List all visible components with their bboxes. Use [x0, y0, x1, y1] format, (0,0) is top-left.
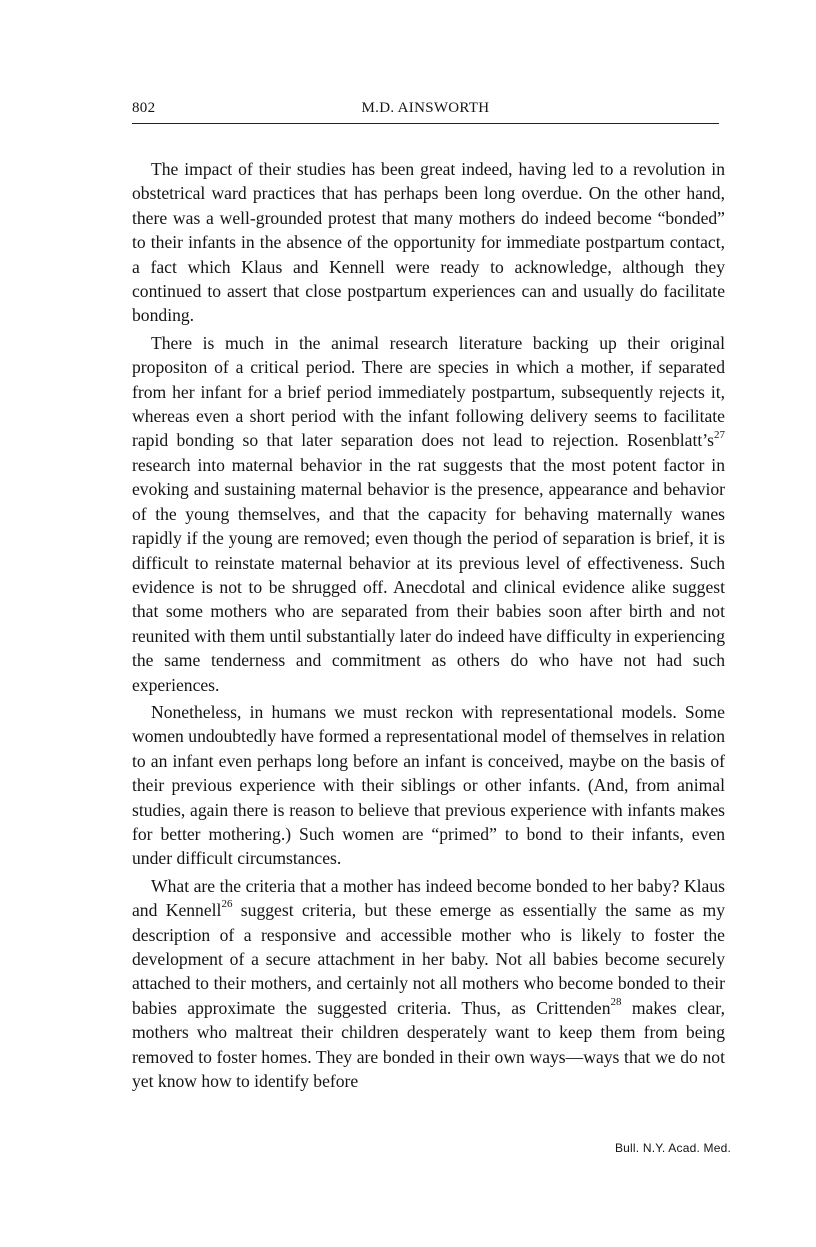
- citation-28: 28: [610, 995, 622, 1008]
- running-title: M.D. AINSWORTH: [361, 100, 490, 116]
- citation-27: 27: [714, 428, 725, 441]
- paragraph-2: [132, 331, 725, 697]
- paragraph-4-text-middle: suggest criteria, but these emerge as essentially the same as my description of a responsive and accessible mother who is likely to foster the development of a secure attachment in her baby. Not all babies become securely attached to their mothers, and certainly not all mothers who become bonded to their babies approximate the suggested criteria. Thus, as Crittenden: [132, 900, 726, 1018]
- paragraph-1-text: The impact of their studies has been great indeed, having led to a revolution in obstetrical ward practices that has perhaps been long overdue. On the other hand, there was a well-grounded protest that many mothers do indeed become “bonded” to their infants in the absence of the opportunity for immediate postpartum contact, a fact which Klaus and Kennell were ready to acknowledge, although they continued to assert that close postpartum experiences can and usually do facilitate bonding.: [132, 159, 725, 326]
- paragraph-1: [132, 157, 725, 328]
- paragraph-2-text-before: There is much in the animal research literature backing up their original propositon of a critical period. There are species in which a mother, if separated from her infant for a brief period immediately postpartum, subsequently rejects it, whereas even a short period with the infant following delivery seems to facilitate rapid bonding so that later separation does not lead to rejection. Rosenblatt’s: [132, 332, 725, 451]
- paragraph-4: [132, 874, 725, 1094]
- body-text: [132, 157, 725, 1093]
- paragraph-2-text-after: research into maternal behavior in the rat suggests that the most potent factor in evoking and sustaining maternal behavior is the presence, appearance and behavior of the young themselves, and that the capacity for behaving maternally wanes rapidly if the young are removed; even though the period of separation is brief, it is difficult to reinstate maternal behavior at its previous level of effectiveness. Such evidence is not to be shrugged off. Anecdotal and clinical evidence alike suggest that some mothers who are separated from their babies soon after birth and not reunited with them until substantially later do indeed have difficulty in experiencing the same tenderness and commitment as others do who have not had such experiences.: [132, 454, 725, 695]
- journal-footer: Bull. N.Y. Acad. Med.: [614, 1141, 731, 1155]
- paragraph-3: [132, 700, 725, 871]
- header-rule: [132, 123, 719, 124]
- paragraph-4-text-before: What are the criteria that a mother has indeed become bonded to her baby? Klaus and Kennell: [132, 875, 725, 921]
- paragraph-3-text: Nonetheless, in humans we must reckon with representational models. Some women undoubtedly have formed a representational model of themselves in relation to an infant even perhaps long before an infant is conceived, maybe on the basis of their previous experience with their siblings or other infants. (And, from animal studies, again there is reason to believe that previous experience with infants makes for better mothering.) Such women are “primed” to bond to their infants, even under difficult circumstances.: [132, 701, 725, 869]
- running-head: [132, 100, 719, 122]
- citation-26: 26: [221, 898, 233, 911]
- page-number: 802: [132, 100, 156, 116]
- paragraph-4-text-after: makes clear, mothers who maltreat their children desperately want to keep them from being removed to foster homes. They are bonded in their own ways—ways that we do not yet know how to identify before: [132, 997, 725, 1092]
